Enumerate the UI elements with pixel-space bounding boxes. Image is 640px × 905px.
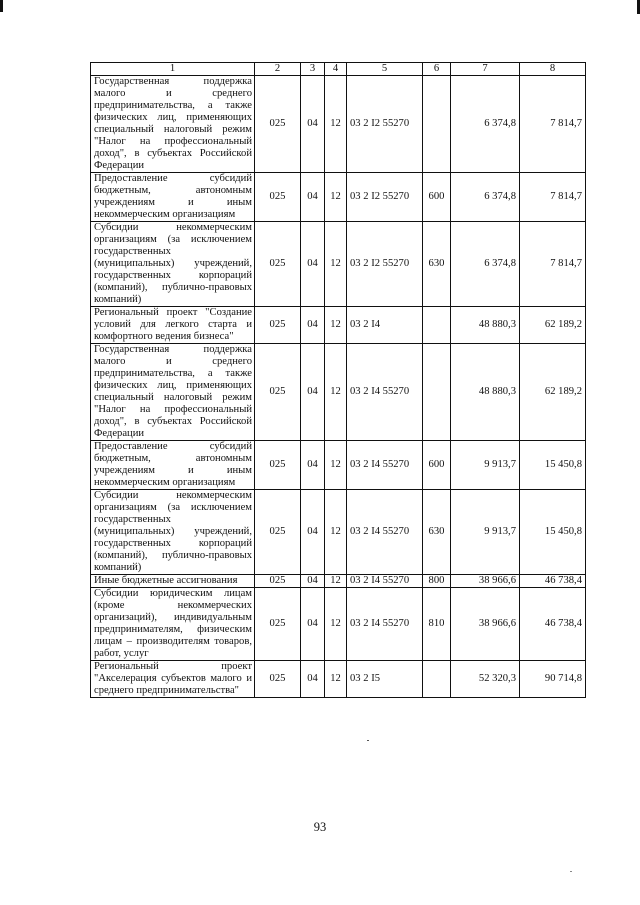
cell-ministry-code: 025 bbox=[255, 344, 301, 441]
cell-expense-type: 630 bbox=[423, 222, 451, 307]
cell-amount-8: 15 450,8 bbox=[520, 490, 586, 575]
cell-subsection: 12 bbox=[325, 575, 347, 588]
cell-amount-7: 38 966,6 bbox=[451, 588, 520, 661]
cell-amount-8: 7 814,7 bbox=[520, 173, 586, 222]
cell-target-article: 03 2 I2 55270 bbox=[347, 222, 423, 307]
cell-amount-7: 52 320,3 bbox=[451, 661, 520, 698]
column-header: 3 bbox=[301, 63, 325, 76]
row-name: Региональный проект "Акселерация субъектов малого и среднего предпринимательства" bbox=[91, 661, 255, 698]
cell-expense-type: 600 bbox=[423, 173, 451, 222]
cell-section: 04 bbox=[301, 222, 325, 307]
cell-expense-type: 600 bbox=[423, 441, 451, 490]
cell-section: 04 bbox=[301, 173, 325, 222]
cell-ministry-code: 025 bbox=[255, 76, 301, 173]
row-name: Региональный проект "Создание условий для легкого старта и комфортного ведения бизнеса" bbox=[91, 307, 255, 344]
cell-subsection: 12 bbox=[325, 76, 347, 173]
row-name: Субсидии некоммерческим организациям (за исключением государственных (муниципальных) учреждений, государственных корпораций (компаний), публично-правовых компаний) bbox=[91, 222, 255, 307]
cell-subsection: 12 bbox=[325, 441, 347, 490]
cell-amount-7: 48 880,3 bbox=[451, 307, 520, 344]
cell-section: 04 bbox=[301, 661, 325, 698]
cell-ministry-code: 025 bbox=[255, 222, 301, 307]
cell-amount-8: 62 189,2 bbox=[520, 307, 586, 344]
cell-amount-7: 6 374,8 bbox=[451, 173, 520, 222]
cell-ministry-code: 025 bbox=[255, 490, 301, 575]
cell-target-article: 03 2 I4 bbox=[347, 307, 423, 344]
page-number: 93 bbox=[313, 820, 327, 834]
cell-ministry-code: 025 bbox=[255, 588, 301, 661]
cell-subsection: 12 bbox=[325, 307, 347, 344]
column-header-row bbox=[91, 63, 586, 76]
column-header: 8 bbox=[520, 63, 586, 76]
table-row bbox=[91, 588, 586, 661]
cell-ministry-code: 025 bbox=[255, 575, 301, 588]
cell-expense-type bbox=[423, 76, 451, 173]
scan-speck bbox=[570, 871, 572, 872]
cell-section: 04 bbox=[301, 441, 325, 490]
column-header: 6 bbox=[423, 63, 451, 76]
budget-table bbox=[90, 62, 586, 698]
cell-amount-8: 15 450,8 bbox=[520, 441, 586, 490]
cell-amount-7: 38 966,6 bbox=[451, 575, 520, 588]
cell-target-article: 03 2 I4 55270 bbox=[347, 588, 423, 661]
column-header: 1 bbox=[91, 63, 255, 76]
cell-target-article: 03 2 I4 55270 bbox=[347, 441, 423, 490]
cell-expense-type: 800 bbox=[423, 575, 451, 588]
cell-subsection: 12 bbox=[325, 222, 347, 307]
cell-section: 04 bbox=[301, 588, 325, 661]
table-row bbox=[91, 173, 586, 222]
cell-target-article: 03 2 I4 55270 bbox=[347, 490, 423, 575]
cell-section: 04 bbox=[301, 307, 325, 344]
cell-ministry-code: 025 bbox=[255, 661, 301, 698]
cell-subsection: 12 bbox=[325, 588, 347, 661]
row-name: Государственная поддержка малого и среднего предпринимательства, а также физических лиц, применяющих специальный налоговый режим "Налог на профессиональный доход", в субъектах Российской Федерации bbox=[91, 76, 255, 173]
scan-corner-mark-left bbox=[0, 0, 3, 12]
column-header: 5 bbox=[347, 63, 423, 76]
cell-amount-8: 7 814,7 bbox=[520, 76, 586, 173]
row-name: Государственная поддержка малого и среднего предпринимательства, а также физических лиц, применяющих специальный налоговый режим "Налог на профессиональный доход", в субъектах Российской Федерации bbox=[91, 344, 255, 441]
cell-section: 04 bbox=[301, 344, 325, 441]
cell-target-article: 03 2 I2 55270 bbox=[347, 76, 423, 173]
column-header: 4 bbox=[325, 63, 347, 76]
column-header: 2 bbox=[255, 63, 301, 76]
row-name: Предоставление субсидий бюджетным, автономным учреждениям и иным некоммерческим организациям bbox=[91, 441, 255, 490]
cell-subsection: 12 bbox=[325, 490, 347, 575]
cell-expense-type bbox=[423, 344, 451, 441]
row-name: Иные бюджетные ассигнования bbox=[91, 575, 255, 588]
cell-amount-8: 46 738,4 bbox=[520, 575, 586, 588]
cell-expense-type bbox=[423, 307, 451, 344]
cell-target-article: 03 2 I5 bbox=[347, 661, 423, 698]
cell-amount-8: 7 814,7 bbox=[520, 222, 586, 307]
cell-ministry-code: 025 bbox=[255, 441, 301, 490]
scan-speck bbox=[367, 740, 369, 741]
cell-amount-7: 6 374,8 bbox=[451, 76, 520, 173]
cell-expense-type bbox=[423, 661, 451, 698]
cell-expense-type: 810 bbox=[423, 588, 451, 661]
cell-amount-8: 90 714,8 bbox=[520, 661, 586, 698]
cell-subsection: 12 bbox=[325, 661, 347, 698]
table-row bbox=[91, 344, 586, 441]
cell-section: 04 bbox=[301, 575, 325, 588]
table-row bbox=[91, 575, 586, 588]
cell-amount-7: 9 913,7 bbox=[451, 490, 520, 575]
table-row bbox=[91, 661, 586, 698]
cell-target-article: 03 2 I2 55270 bbox=[347, 173, 423, 222]
cell-subsection: 12 bbox=[325, 173, 347, 222]
cell-amount-8: 46 738,4 bbox=[520, 588, 586, 661]
cell-target-article: 03 2 I4 55270 bbox=[347, 344, 423, 441]
table-row bbox=[91, 307, 586, 344]
cell-amount-7: 6 374,8 bbox=[451, 222, 520, 307]
table-row bbox=[91, 490, 586, 575]
column-header: 7 bbox=[451, 63, 520, 76]
cell-section: 04 bbox=[301, 76, 325, 173]
cell-section: 04 bbox=[301, 490, 325, 575]
cell-amount-8: 62 189,2 bbox=[520, 344, 586, 441]
table-row bbox=[91, 76, 586, 173]
row-name: Предоставление субсидий бюджетным, автономным учреждениям и иным некоммерческим организациям bbox=[91, 173, 255, 222]
cell-subsection: 12 bbox=[325, 344, 347, 441]
table-row bbox=[91, 222, 586, 307]
cell-ministry-code: 025 bbox=[255, 307, 301, 344]
cell-ministry-code: 025 bbox=[255, 173, 301, 222]
cell-expense-type: 630 bbox=[423, 490, 451, 575]
table-row bbox=[91, 441, 586, 490]
cell-amount-7: 48 880,3 bbox=[451, 344, 520, 441]
row-name: Субсидии некоммерческим организациям (за исключением государственных (муниципальных) учреждений, государственных корпораций (компаний), публично-правовых компаний) bbox=[91, 490, 255, 575]
cell-amount-7: 9 913,7 bbox=[451, 441, 520, 490]
row-name: Субсидии юридическим лицам (кроме некоммерческих организаций), индивидуальным предпринимателям, физическим лицам – производителям товаров, работ, услуг bbox=[91, 588, 255, 661]
cell-target-article: 03 2 I4 55270 bbox=[347, 575, 423, 588]
